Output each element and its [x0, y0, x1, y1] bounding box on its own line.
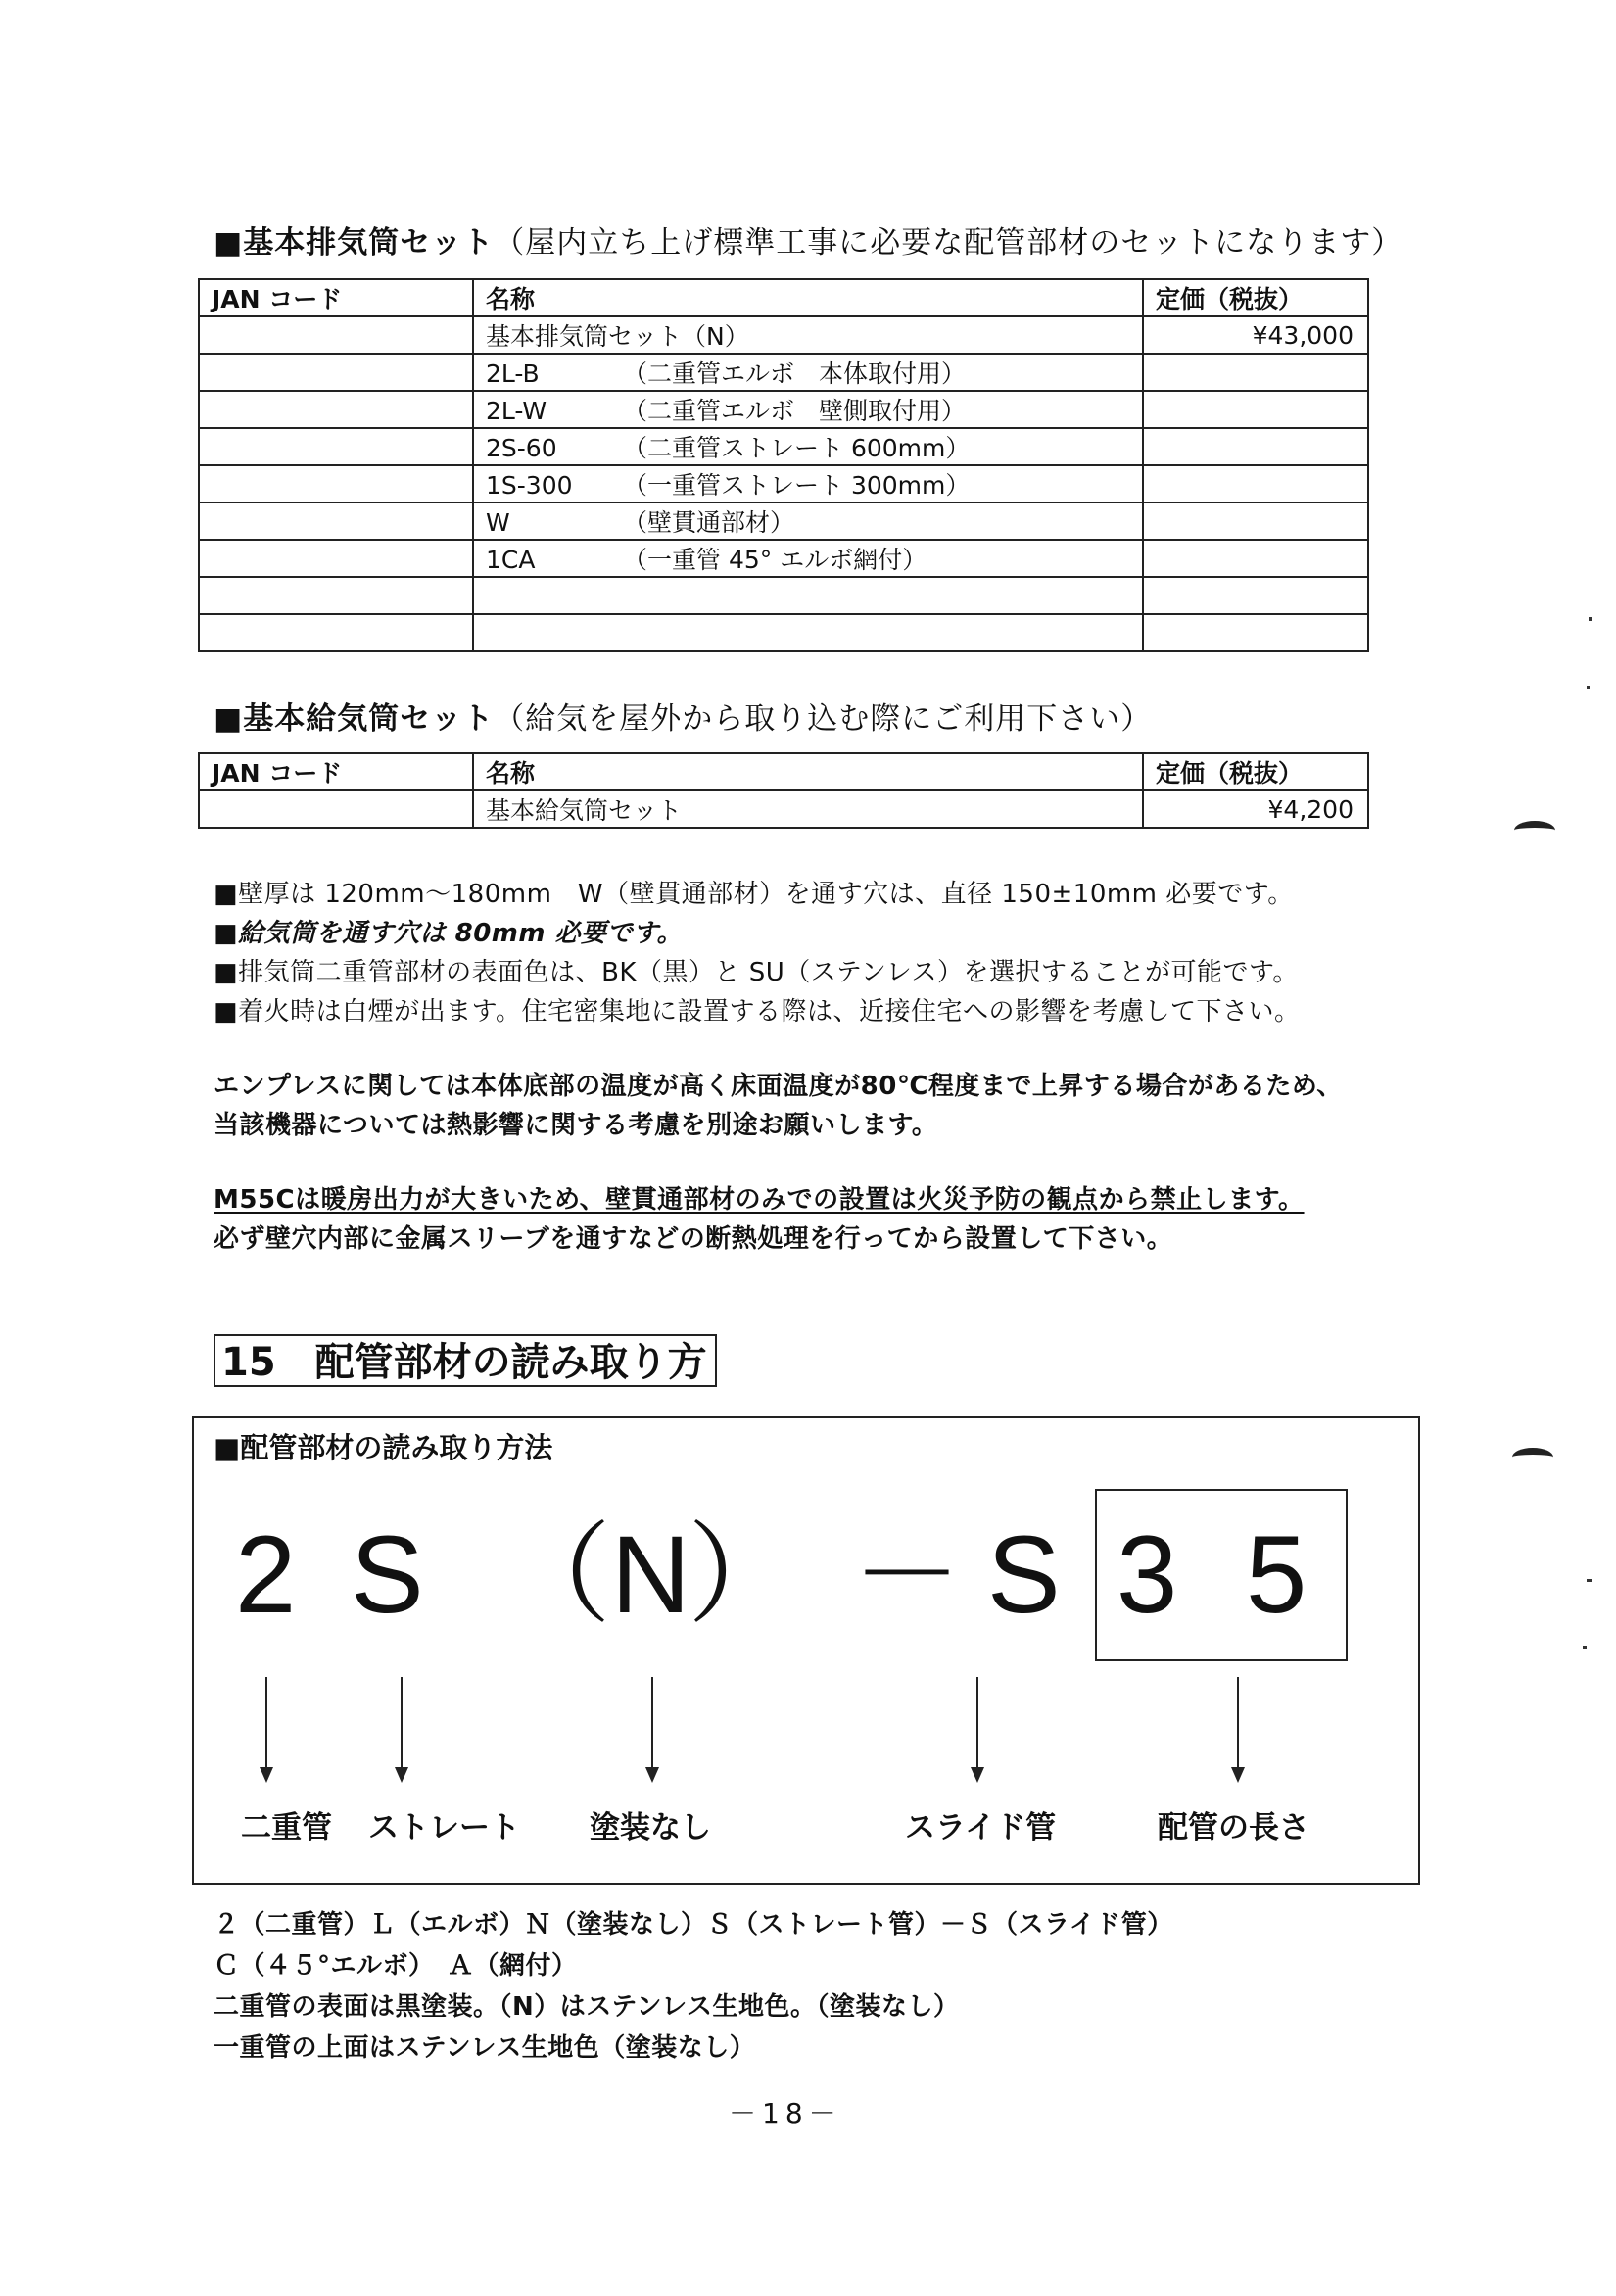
warning-floor-temp-line1: エンプレスに関しては本体底部の温度が高く床面温度が80℃程度まで上昇する場合があるため、: [214, 1072, 1343, 1101]
exhaust-set-heading: [214, 217, 1402, 262]
col-name-header: 名称: [473, 279, 1143, 316]
jan-cell: [199, 354, 473, 391]
name-cell: [473, 465, 1143, 502]
scan-speck: [1589, 617, 1592, 621]
jan-cell: [199, 316, 473, 354]
label-unpainted: 塗装なし: [590, 1810, 711, 1845]
scan-smudge: [1512, 1448, 1553, 1466]
table-row: [199, 502, 1368, 540]
name-cell: [473, 428, 1143, 465]
legend-line-4: 一重管の上面はステンレス生地色（塗装なし）: [214, 2033, 756, 2063]
scan-speck: [1583, 1646, 1587, 1649]
exhaust-set-note: （屋内立ち上げ標準工事に必要な配管部材のセットになります）: [494, 225, 1403, 261]
name-cell: [473, 614, 1143, 651]
arrow-straight: [401, 1677, 403, 1771]
price-cell: [1143, 391, 1368, 428]
price-cell: [1143, 540, 1368, 577]
arrow-double-pipe: [265, 1677, 267, 1771]
arrowhead-double-pipe: [260, 1767, 273, 1783]
label-double-pipe: 二重管: [241, 1810, 332, 1845]
name-cell: [473, 354, 1143, 391]
part-desc: （二重管ストレート 600mm）: [623, 434, 971, 462]
part-code: 2L-B: [486, 359, 540, 388]
arrowhead-pipe-length: [1231, 1767, 1245, 1783]
scan-speck: [1587, 1579, 1592, 1582]
price-cell: ¥43,000: [1143, 316, 1368, 354]
part-desc: （二重管エルボ 本体取付用）: [623, 359, 967, 388]
table-header-row: [199, 279, 1368, 316]
price-cell: [1143, 354, 1368, 391]
price-cell: [1143, 577, 1368, 614]
arrowhead-straight: [395, 1767, 408, 1783]
page-number: －18－: [729, 2097, 842, 2129]
legend-line-2: Ｃ（４５°エルボ） Ａ（網付）: [214, 1951, 578, 1981]
scan-speck: [1587, 686, 1590, 689]
label-slide-pipe: スライド管: [905, 1810, 1057, 1845]
jan-cell: [199, 540, 473, 577]
arrow-slide-pipe: [976, 1677, 978, 1771]
part-code: 2L-W: [486, 397, 547, 425]
exhaust-set-table: [198, 278, 1369, 652]
scan-smudge: [1514, 821, 1555, 839]
warning-m55c-line1: M55Cは暖房出力が大きいため、壁貫通部材のみでの設置は火災予防の観点から禁止します。: [214, 1185, 1305, 1215]
price-cell: ¥4,200: [1143, 790, 1368, 828]
price-cell: [1143, 428, 1368, 465]
jan-cell: [199, 428, 473, 465]
intake-set-title: ■基本給気筒セット: [214, 701, 495, 737]
table-row: [199, 577, 1368, 614]
code-char-open-paren: （: [501, 1513, 611, 1636]
col-jan-header: JAN コード: [199, 753, 473, 790]
warning-floor-temp-line2: 当該機器については熱影響に関する考慮を別途お願いします。: [214, 1111, 938, 1140]
col-price-header: 定価（税抜）: [1143, 279, 1368, 316]
section-15-title: 15 配管部材の読み取り方: [214, 1334, 717, 1387]
jan-cell: [199, 614, 473, 651]
intake-set-heading: [214, 694, 1152, 738]
table-header-row: [199, 753, 1368, 790]
col-name-header: 名称: [473, 753, 1143, 790]
note-wall-thickness: ■壁厚は 120mm～180mm W（壁貫通部材）を通す穴は、直径 150±10mm 必要です。: [214, 880, 1294, 909]
name-cell: [473, 540, 1143, 577]
arrowhead-slide-pipe: [971, 1767, 984, 1783]
code-char-close-paren: ）: [688, 1513, 797, 1636]
legend-line-3: 二重管の表面は黒塗装。（N）はステンレス生地色。（塗装なし）: [214, 1992, 960, 2022]
code-char-s: S: [351, 1513, 424, 1636]
note-surface-color: ■排気筒二重管部材の表面色は、BK（黒）と SU（ステンレス）を選択することが可能です。: [214, 958, 1299, 987]
part-desc: （壁貫通部材）: [623, 508, 795, 537]
part-desc: （二重管エルボ 壁側取付用）: [623, 397, 967, 425]
name-cell: 基本給気筒セット: [473, 790, 1143, 828]
code-char-dash: －: [852, 1513, 962, 1636]
part-code: 1CA: [486, 546, 536, 574]
intake-set-note: （給気を屋外から取り込む際にご利用下さい）: [494, 701, 1153, 737]
intake-set-table: [198, 752, 1369, 829]
arrow-unpainted: [651, 1677, 653, 1771]
reading-method-title: ■配管部材の読み取り方法: [214, 1431, 553, 1464]
part-code: 基本排気筒セット（N）: [486, 322, 749, 351]
table-row: [199, 354, 1368, 391]
note-intake-hole: ■給気筒を通す穴は 80mm 必要です。: [214, 919, 683, 948]
price-cell: [1143, 614, 1368, 651]
table-row: [199, 614, 1368, 651]
warning-m55c-line2: 必ず壁穴内部に金属スリーブを通すなどの断熱処理を行ってから設置して下さい。: [214, 1224, 1173, 1254]
table-row: [199, 428, 1368, 465]
code-char-2: 2: [235, 1513, 297, 1636]
part-desc: （一重管 45° エルボ網付）: [623, 546, 927, 574]
jan-cell: [199, 465, 473, 502]
table-row: [199, 540, 1368, 577]
part-code: W: [486, 508, 510, 537]
name-cell: [473, 502, 1143, 540]
name-cell: [473, 577, 1143, 614]
part-desc: （一重管ストレート 300mm）: [623, 471, 971, 500]
jan-cell: [199, 790, 473, 828]
label-pipe-length: 配管の長さ: [1158, 1810, 1309, 1845]
col-price-header: 定価（税抜）: [1143, 753, 1368, 790]
name-cell: [473, 391, 1143, 428]
exhaust-set-title: ■基本排気筒セット: [214, 225, 495, 261]
col-jan-header: JAN コード: [199, 279, 473, 316]
code-char-s-slide: S: [987, 1513, 1061, 1636]
jan-cell: [199, 577, 473, 614]
note-white-smoke: ■着火時は白煙が出ます。住宅密集地に設置する際は、近接住宅への影響を考慮して下さい。: [214, 997, 1301, 1027]
price-cell: [1143, 502, 1368, 540]
code-char-n: N: [611, 1513, 690, 1636]
legend-line-1: ２（二重管）Ｌ（エルボ）Ｎ（塗装なし）Ｓ（ストレート管）－Ｓ（スライド管）: [214, 1910, 1173, 1939]
code-char-5: 5: [1246, 1513, 1307, 1636]
table-row: [199, 465, 1368, 502]
jan-cell: [199, 502, 473, 540]
name-cell: [473, 316, 1143, 354]
table-row: [199, 316, 1368, 354]
label-straight: ストレート: [368, 1810, 520, 1845]
table-row: [199, 391, 1368, 428]
price-cell: [1143, 465, 1368, 502]
jan-cell: [199, 391, 473, 428]
part-code: 1S-300: [486, 471, 573, 500]
table-row: [199, 790, 1368, 828]
code-char-3: 3: [1117, 1513, 1178, 1636]
arrowhead-unpainted: [645, 1767, 659, 1783]
arrow-pipe-length: [1237, 1677, 1239, 1771]
part-code: 2S-60: [486, 434, 557, 462]
